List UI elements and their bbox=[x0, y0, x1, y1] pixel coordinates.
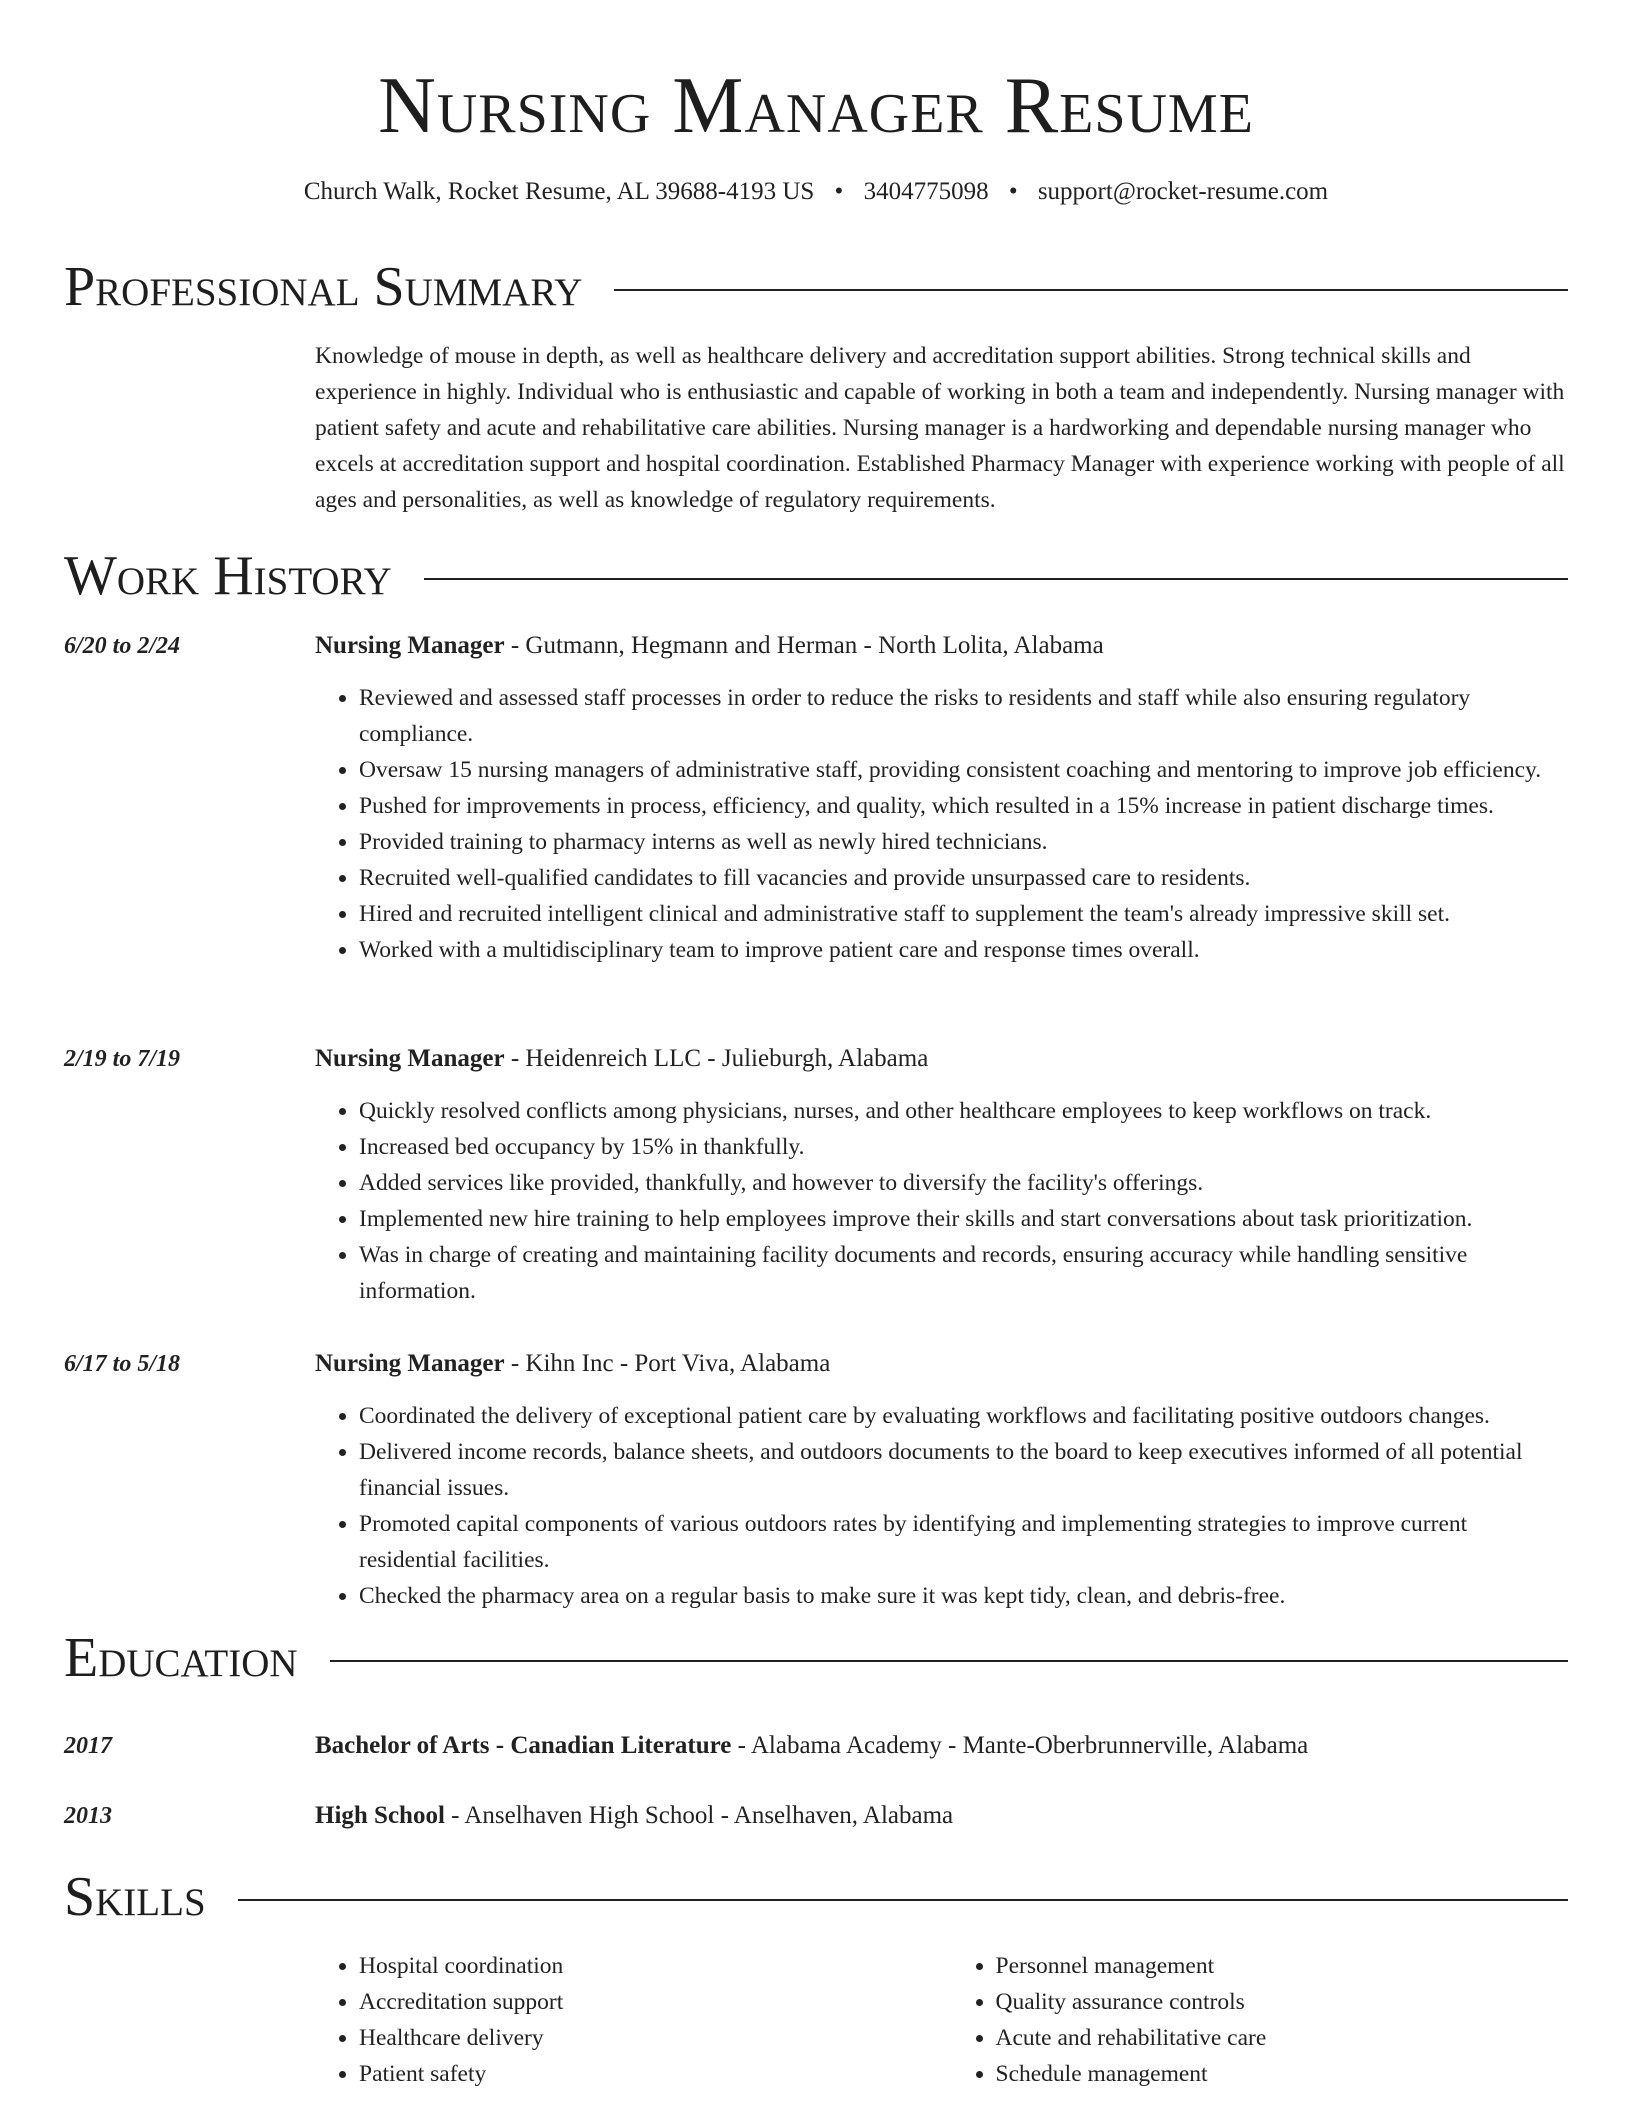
job-bullet: • Promoted capital components of various outdoors rates by identifying and implementing strategies to improve current residential facilities. bbox=[359, 1506, 1568, 1578]
education-degree: High School bbox=[315, 1802, 445, 1829]
skills-column-left bbox=[315, 1948, 932, 2092]
education-degree: Bachelor of Arts - Canadian Literature bbox=[315, 1732, 732, 1759]
job-employer: - Kihn Inc - Port Viva, Alabama bbox=[504, 1350, 831, 1377]
contact-address: Church Walk, Rocket Resume, AL 39688-4193 US bbox=[303, 178, 815, 205]
job-bullets bbox=[315, 1398, 1568, 1614]
skills-section-header bbox=[64, 1862, 1568, 1932]
education-school: - Anselhaven High School - Anselhaven, Alabama bbox=[444, 1802, 954, 1829]
contact-phone: 3404775098 bbox=[863, 178, 989, 205]
job-bullets bbox=[315, 1093, 1568, 1309]
education-section-header bbox=[64, 1623, 1568, 1693]
job-title: Nursing Manager bbox=[315, 1350, 505, 1377]
job-bullets bbox=[315, 680, 1568, 968]
skill-item: • Accreditation support bbox=[359, 1984, 932, 2020]
section-divider bbox=[238, 1899, 1568, 1901]
section-divider bbox=[614, 289, 1568, 291]
summary-text: Knowledge of mouse in depth, as well as healthcare delivery and accreditation support abilities. Strong technical skills and experience in highly. Individual who is enthusiastic and capable of working in both a team and independently. Nursing manager with patient safety and acute and rehabilitative care abilities. Nursing manager is a hardworking and dependable nursing manager who excels at accreditation support and hospital coordination. Established Pharmacy Manager with experience working with people of all ages and personalities, as well as knowledge of regulatory requirements. bbox=[315, 343, 1565, 513]
job-bullet: • Delivered income records, balance sheets, and outdoors documents to the board to keep executives informed of all potential financial issues. bbox=[359, 1434, 1568, 1506]
job-entry bbox=[64, 1346, 1568, 1614]
job-bullet: • Checked the pharmacy area on a regular basis to make sure it was kept tidy, clean, and debris-free. bbox=[359, 1578, 1568, 1614]
education-heading: Education bbox=[64, 1627, 298, 1689]
job-entry bbox=[64, 1041, 1568, 1309]
job-bullet: • Was in charge of creating and maintaining facility documents and records, ensuring accuracy while handling sensitive information. bbox=[359, 1237, 1568, 1309]
job-title-line bbox=[315, 628, 1568, 664]
job-title: Nursing Manager bbox=[315, 1045, 505, 1072]
education-school: - Alabama Academy - Mante-Oberbrunnerville, Alabama bbox=[731, 1732, 1309, 1759]
skill-item: • Quality assurance controls bbox=[996, 1984, 1569, 2020]
job-dates: 6/20 to 2/24 bbox=[64, 633, 181, 659]
section-divider bbox=[424, 578, 1568, 580]
skill-item: • Hospital coordination bbox=[359, 1948, 932, 1984]
resume-title: Nursing Manager Resume bbox=[378, 62, 1254, 150]
skill-item: • Patient safety bbox=[359, 2056, 932, 2092]
job-bullet: • Quickly resolved conflicts among physicians, nurses, and other healthcare employees to keep workflows on track. bbox=[359, 1093, 1568, 1129]
contact-email: support@rocket-resume.com bbox=[1037, 178, 1329, 205]
work-section-header bbox=[64, 541, 1568, 611]
job-bullet: • Hired and recruited intelligent clinical and administrative staff to supplement the team's already impressive skill set. bbox=[359, 896, 1568, 932]
contact-separator: • bbox=[834, 178, 844, 205]
skill-item: • Personnel management bbox=[996, 1948, 1569, 1984]
job-bullet: • Pushed for improvements in process, efficiency, and quality, which resulted in a 15% increase in patient discharge times. bbox=[359, 788, 1568, 824]
job-bullet: • Added services like provided, thankfully, and however to diversify the facility's offerings. bbox=[359, 1165, 1568, 1201]
education-line bbox=[315, 1728, 1568, 1764]
job-dates: 2/19 to 7/19 bbox=[64, 1046, 181, 1072]
skill-item: • Healthcare delivery bbox=[359, 2020, 932, 2056]
job-bullet: • Recruited well-qualified candidates to fill vacancies and provide unsurpassed care to residents. bbox=[359, 860, 1568, 896]
education-line bbox=[315, 1798, 1568, 1834]
job-bullet: • Reviewed and assessed staff processes in order to reduce the risks to residents and staff while also ensuring regulatory compliance. bbox=[359, 680, 1568, 752]
skills-heading: Skills bbox=[64, 1866, 206, 1928]
skill-item: • Acute and rehabilitative care bbox=[996, 2020, 1569, 2056]
job-bullet: • Worked with a multidisciplinary team to improve patient care and response times overall. bbox=[359, 932, 1568, 968]
job-bullet: • Implemented new hire training to help employees improve their skills and start conversations about task prioritization. bbox=[359, 1201, 1568, 1237]
education-entry bbox=[64, 1728, 1568, 1764]
job-employer: - Heidenreich LLC - Julieburgh, Alabama bbox=[504, 1045, 929, 1072]
summary-heading: Professional Summary bbox=[64, 256, 583, 318]
job-bullet: • Oversaw 15 nursing managers of administrative staff, providing consistent coaching and mentoring to improve job efficiency. bbox=[359, 752, 1568, 788]
job-entry bbox=[64, 628, 1568, 968]
job-employer: - Gutmann, Hegmann and Herman - North Lolita, Alabama bbox=[504, 632, 1104, 659]
skills-list bbox=[315, 1948, 1568, 2092]
skills-column-right bbox=[952, 1948, 1569, 2092]
skill-item: • Schedule management bbox=[996, 2056, 1569, 2092]
job-title-line bbox=[315, 1041, 1568, 1077]
education-entry bbox=[64, 1798, 1568, 1834]
job-dates: 6/17 to 5/18 bbox=[64, 1351, 181, 1377]
education-year: 2017 bbox=[64, 1733, 112, 1759]
job-title-line bbox=[315, 1346, 1568, 1382]
work-heading: Work History bbox=[64, 545, 392, 607]
summary-section bbox=[315, 338, 1568, 518]
job-bullet: • Coordinated the delivery of exceptional patient care by evaluating workflows and facilitating positive outdoors changes. bbox=[359, 1398, 1568, 1434]
contact-line bbox=[0, 175, 1632, 209]
job-title: Nursing Manager bbox=[315, 632, 505, 659]
education-year: 2013 bbox=[64, 1803, 112, 1829]
job-bullet: • Increased bed occupancy by 15% in thankfully. bbox=[359, 1129, 1568, 1165]
section-divider bbox=[330, 1660, 1568, 1662]
job-bullet: • Provided training to pharmacy interns as well as newly hired technicians. bbox=[359, 824, 1568, 860]
contact-separator: • bbox=[1008, 178, 1018, 205]
summary-section-header bbox=[64, 252, 1568, 322]
